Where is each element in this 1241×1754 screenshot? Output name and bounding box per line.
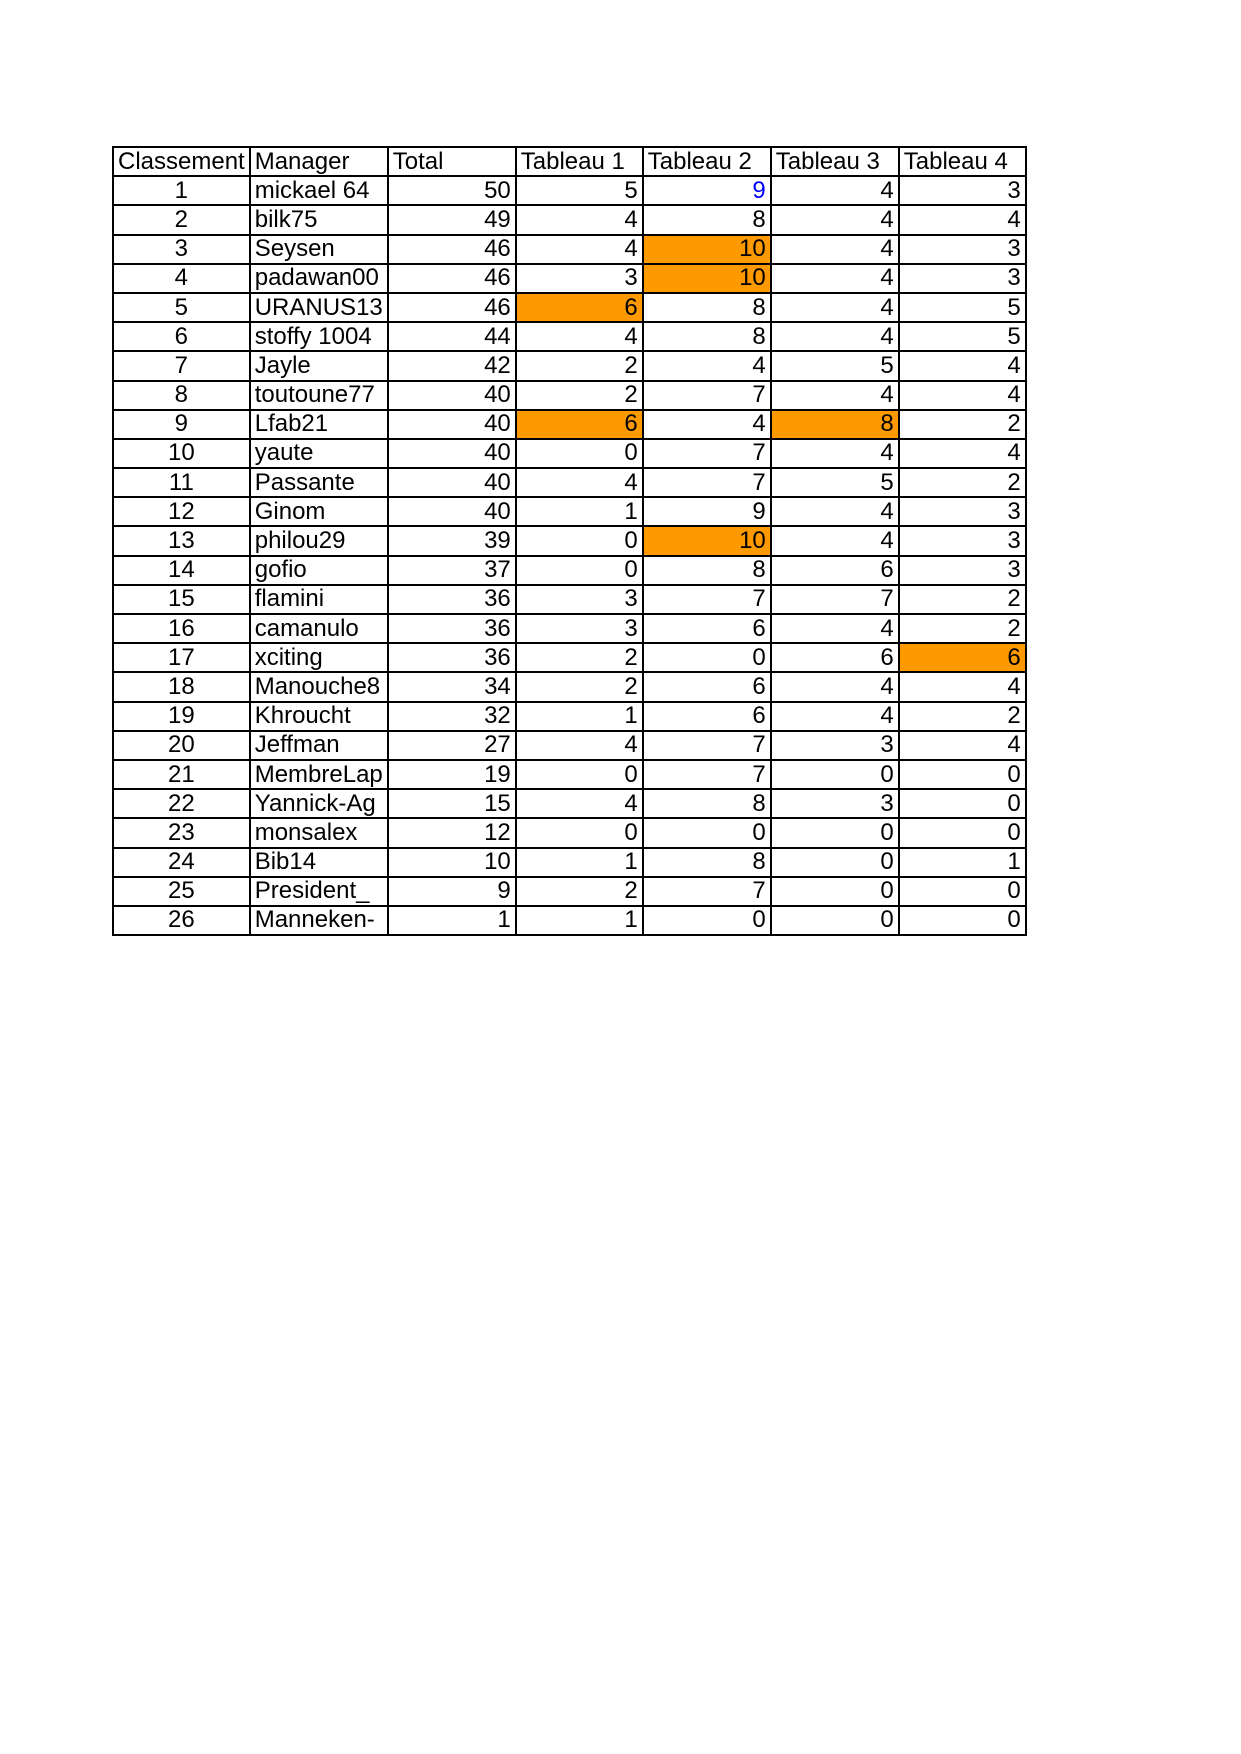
- total-cell[interactable]: 44: [388, 322, 516, 351]
- tableau-1-cell[interactable]: 1: [516, 497, 643, 526]
- table-row: [113, 614, 1026, 643]
- tableau-4-cell[interactable]: 4: [899, 731, 1026, 760]
- table-row: [113, 322, 1026, 351]
- manager-cell[interactable]: MembreLap: [250, 760, 388, 789]
- table-row: [113, 235, 1026, 264]
- table-row: [113, 731, 1026, 760]
- header-tableau-4[interactable]: Tableau 4: [899, 147, 1026, 176]
- tableau-4-cell[interactable]: 3: [899, 235, 1026, 264]
- tableau-2-cell[interactable]: 6: [643, 614, 771, 643]
- tableau-4-cell[interactable]: 2: [899, 410, 1026, 439]
- tableau-1-cell[interactable]: 1: [516, 848, 643, 877]
- tableau-3-cell[interactable]: 4: [771, 439, 899, 468]
- header-tableau-1[interactable]: Tableau 1: [516, 147, 643, 176]
- tableau-2-cell[interactable]: 8: [643, 205, 771, 234]
- tableau-1-cell[interactable]: 3: [516, 614, 643, 643]
- total-cell[interactable]: 42: [388, 351, 516, 380]
- tableau-2-cell[interactable]: 8: [643, 789, 771, 818]
- table-row: [113, 643, 1026, 672]
- table-row: [113, 176, 1026, 205]
- total-cell[interactable]: 49: [388, 205, 516, 234]
- tableau-3-cell[interactable]: 6: [771, 556, 899, 585]
- total-cell[interactable]: 27: [388, 731, 516, 760]
- manager-cell[interactable]: Manneken-: [250, 906, 388, 935]
- tableau-4-cell[interactable]: 4: [899, 351, 1026, 380]
- total-cell[interactable]: 50: [388, 176, 516, 205]
- total-cell[interactable]: 10: [388, 848, 516, 877]
- tableau-1-cell[interactable]: 6: [516, 410, 643, 439]
- rank-cell[interactable]: 20: [113, 731, 250, 760]
- tableau-1-cell[interactable]: 2: [516, 351, 643, 380]
- table-row: [113, 381, 1026, 410]
- rank-cell[interactable]: 9: [113, 410, 250, 439]
- tableau-4-cell[interactable]: 4: [899, 672, 1026, 701]
- tableau-2-cell[interactable]: 7: [643, 760, 771, 789]
- manager-cell[interactable]: URANUS13: [250, 293, 388, 322]
- tableau-2-cell[interactable]: 9: [643, 176, 771, 205]
- manager-cell[interactable]: xciting: [250, 643, 388, 672]
- tableau-4-cell[interactable]: 6: [899, 643, 1026, 672]
- table-row: [113, 789, 1026, 818]
- manager-cell[interactable]: toutoune77: [250, 381, 388, 410]
- total-cell[interactable]: 34: [388, 672, 516, 701]
- rank-cell[interactable]: 10: [113, 439, 250, 468]
- rank-cell[interactable]: 8: [113, 381, 250, 410]
- tableau-4-cell[interactable]: 3: [899, 264, 1026, 293]
- tableau-1-cell[interactable]: 1: [516, 906, 643, 935]
- tableau-2-cell[interactable]: 10: [643, 526, 771, 555]
- total-cell[interactable]: 36: [388, 614, 516, 643]
- rank-cell[interactable]: 24: [113, 848, 250, 877]
- table-row: [113, 877, 1026, 906]
- tableau-4-cell[interactable]: 0: [899, 906, 1026, 935]
- manager-cell[interactable]: President_: [250, 877, 388, 906]
- header-total[interactable]: Total: [388, 147, 516, 176]
- rank-cell[interactable]: 14: [113, 556, 250, 585]
- tableau-2-cell[interactable]: 8: [643, 848, 771, 877]
- rank-cell[interactable]: 5: [113, 293, 250, 322]
- standings-table: [112, 146, 1027, 936]
- tableau-4-cell[interactable]: 3: [899, 556, 1026, 585]
- tableau-3-cell[interactable]: 4: [771, 205, 899, 234]
- total-cell[interactable]: 19: [388, 760, 516, 789]
- tableau-1-cell[interactable]: 0: [516, 760, 643, 789]
- total-cell[interactable]: 40: [388, 497, 516, 526]
- tableau-4-cell[interactable]: 3: [899, 526, 1026, 555]
- tableau-3-cell[interactable]: 4: [771, 235, 899, 264]
- rank-cell[interactable]: 16: [113, 614, 250, 643]
- total-cell[interactable]: 9: [388, 877, 516, 906]
- tableau-4-cell[interactable]: 4: [899, 381, 1026, 410]
- total-cell[interactable]: 40: [388, 410, 516, 439]
- header-row: [113, 147, 1026, 176]
- tableau-4-cell[interactable]: 2: [899, 468, 1026, 497]
- tableau-1-cell[interactable]: 2: [516, 643, 643, 672]
- rank-cell[interactable]: 19: [113, 702, 250, 731]
- tableau-2-cell[interactable]: 7: [643, 381, 771, 410]
- manager-cell[interactable]: camanulo: [250, 614, 388, 643]
- tableau-4-cell[interactable]: 1: [899, 848, 1026, 877]
- manager-cell[interactable]: Lfab21: [250, 410, 388, 439]
- tableau-1-cell[interactable]: 4: [516, 468, 643, 497]
- table-row: [113, 760, 1026, 789]
- tableau-1-cell[interactable]: 4: [516, 789, 643, 818]
- tableau-2-cell[interactable]: 7: [643, 731, 771, 760]
- table-row: [113, 585, 1026, 614]
- rank-cell[interactable]: 17: [113, 643, 250, 672]
- tableau-2-cell[interactable]: 4: [643, 351, 771, 380]
- tableau-2-cell[interactable]: 0: [643, 906, 771, 935]
- tableau-2-cell[interactable]: 10: [643, 264, 771, 293]
- tableau-2-cell[interactable]: 9: [643, 497, 771, 526]
- tableau-3-cell[interactable]: 4: [771, 381, 899, 410]
- table-row: [113, 410, 1026, 439]
- rank-cell[interactable]: 13: [113, 526, 250, 555]
- manager-cell[interactable]: gofio: [250, 556, 388, 585]
- tableau-3-cell[interactable]: 7: [771, 585, 899, 614]
- tableau-2-cell[interactable]: 0: [643, 643, 771, 672]
- tableau-4-cell[interactable]: 0: [899, 760, 1026, 789]
- tableau-2-cell[interactable]: 4: [643, 410, 771, 439]
- rank-cell[interactable]: 21: [113, 760, 250, 789]
- tableau-4-cell[interactable]: 0: [899, 818, 1026, 847]
- tableau-4-cell[interactable]: 0: [899, 789, 1026, 818]
- tableau-3-cell[interactable]: 0: [771, 760, 899, 789]
- rank-cell[interactable]: 7: [113, 351, 250, 380]
- tableau-3-cell[interactable]: 0: [771, 818, 899, 847]
- rank-cell[interactable]: 23: [113, 818, 250, 847]
- total-cell[interactable]: 32: [388, 702, 516, 731]
- tableau-3-cell[interactable]: 0: [771, 848, 899, 877]
- tableau-1-cell[interactable]: 0: [516, 556, 643, 585]
- manager-cell[interactable]: yaute: [250, 439, 388, 468]
- tableau-1-cell[interactable]: 2: [516, 672, 643, 701]
- tableau-1-cell[interactable]: 3: [516, 264, 643, 293]
- total-cell[interactable]: 39: [388, 526, 516, 555]
- table-row: [113, 468, 1026, 497]
- tableau-4-cell[interactable]: 4: [899, 205, 1026, 234]
- manager-cell[interactable]: flamini: [250, 585, 388, 614]
- manager-cell[interactable]: Yannick-Ag: [250, 789, 388, 818]
- total-cell[interactable]: 37: [388, 556, 516, 585]
- tableau-1-cell[interactable]: 0: [516, 818, 643, 847]
- tableau-1-cell[interactable]: 1: [516, 702, 643, 731]
- total-cell[interactable]: 36: [388, 585, 516, 614]
- tableau-2-cell[interactable]: 7: [643, 877, 771, 906]
- manager-cell[interactable]: Jayle: [250, 351, 388, 380]
- tableau-3-cell[interactable]: 0: [771, 906, 899, 935]
- tableau-3-cell[interactable]: 6: [771, 643, 899, 672]
- rank-cell[interactable]: 1: [113, 176, 250, 205]
- tableau-3-cell[interactable]: 4: [771, 322, 899, 351]
- total-cell[interactable]: 46: [388, 264, 516, 293]
- tableau-2-cell[interactable]: 8: [643, 322, 771, 351]
- tableau-2-cell[interactable]: 8: [643, 293, 771, 322]
- tableau-1-cell[interactable]: 0: [516, 526, 643, 555]
- tableau-4-cell[interactable]: 4: [899, 439, 1026, 468]
- manager-cell[interactable]: philou29: [250, 526, 388, 555]
- rank-cell[interactable]: 2: [113, 205, 250, 234]
- table-row: [113, 556, 1026, 585]
- table-row: [113, 497, 1026, 526]
- rank-cell[interactable]: 4: [113, 264, 250, 293]
- table-row: [113, 205, 1026, 234]
- header-classement[interactable]: Classement: [113, 147, 250, 176]
- total-cell[interactable]: 46: [388, 293, 516, 322]
- tableau-3-cell[interactable]: 8: [771, 410, 899, 439]
- tableau-4-cell[interactable]: 2: [899, 702, 1026, 731]
- total-cell[interactable]: 12: [388, 818, 516, 847]
- tableau-2-cell[interactable]: 8: [643, 556, 771, 585]
- header-tableau-3[interactable]: Tableau 3: [771, 147, 899, 176]
- tableau-3-cell[interactable]: 4: [771, 614, 899, 643]
- rank-cell[interactable]: 15: [113, 585, 250, 614]
- tableau-3-cell[interactable]: 3: [771, 789, 899, 818]
- tableau-3-cell[interactable]: 5: [771, 351, 899, 380]
- table-row: [113, 818, 1026, 847]
- tableau-2-cell[interactable]: 10: [643, 235, 771, 264]
- tableau-1-cell[interactable]: 4: [516, 205, 643, 234]
- manager-cell[interactable]: padawan00: [250, 264, 388, 293]
- rank-cell[interactable]: 25: [113, 877, 250, 906]
- total-cell[interactable]: 15: [388, 789, 516, 818]
- tableau-3-cell[interactable]: 3: [771, 731, 899, 760]
- tableau-2-cell[interactable]: 0: [643, 818, 771, 847]
- rank-cell[interactable]: 6: [113, 322, 250, 351]
- total-cell[interactable]: 40: [388, 381, 516, 410]
- tableau-3-cell[interactable]: 4: [771, 293, 899, 322]
- tableau-2-cell[interactable]: 6: [643, 672, 771, 701]
- tableau-1-cell[interactable]: 5: [516, 176, 643, 205]
- tableau-4-cell[interactable]: 2: [899, 585, 1026, 614]
- manager-cell[interactable]: Khroucht: [250, 702, 388, 731]
- tableau-3-cell[interactable]: 4: [771, 526, 899, 555]
- total-cell[interactable]: 46: [388, 235, 516, 264]
- table-row: [113, 906, 1026, 935]
- table-row: [113, 702, 1026, 731]
- tableau-3-cell[interactable]: 4: [771, 672, 899, 701]
- total-cell[interactable]: 40: [388, 468, 516, 497]
- table-row: [113, 526, 1026, 555]
- rank-cell[interactable]: 3: [113, 235, 250, 264]
- tableau-2-cell[interactable]: 7: [643, 439, 771, 468]
- table-row: [113, 439, 1026, 468]
- manager-cell[interactable]: Ginom: [250, 497, 388, 526]
- tableau-4-cell[interactable]: 5: [899, 322, 1026, 351]
- tableau-2-cell[interactable]: 7: [643, 468, 771, 497]
- tableau-1-cell[interactable]: 4: [516, 322, 643, 351]
- manager-cell[interactable]: Passante: [250, 468, 388, 497]
- rank-cell[interactable]: 26: [113, 906, 250, 935]
- rank-cell[interactable]: 22: [113, 789, 250, 818]
- table-row: [113, 293, 1026, 322]
- manager-cell[interactable]: Seysen: [250, 235, 388, 264]
- tableau-1-cell[interactable]: 0: [516, 439, 643, 468]
- table-row: [113, 672, 1026, 701]
- total-cell[interactable]: 36: [388, 643, 516, 672]
- manager-cell[interactable]: mickael 64: [250, 176, 388, 205]
- manager-cell[interactable]: Manouche8: [250, 672, 388, 701]
- table-row: [113, 848, 1026, 877]
- table-row: [113, 264, 1026, 293]
- manager-cell[interactable]: monsalex: [250, 818, 388, 847]
- tableau-4-cell[interactable]: 5: [899, 293, 1026, 322]
- tableau-1-cell[interactable]: 2: [516, 381, 643, 410]
- tableau-1-cell[interactable]: 2: [516, 877, 643, 906]
- tableau-1-cell[interactable]: 3: [516, 585, 643, 614]
- rank-cell[interactable]: 11: [113, 468, 250, 497]
- header-manager[interactable]: Manager: [250, 147, 388, 176]
- tableau-3-cell[interactable]: 4: [771, 176, 899, 205]
- manager-cell[interactable]: bilk75: [250, 205, 388, 234]
- tableau-1-cell[interactable]: 4: [516, 731, 643, 760]
- manager-cell[interactable]: Jeffman: [250, 731, 388, 760]
- tableau-4-cell[interactable]: 3: [899, 176, 1026, 205]
- tableau-4-cell[interactable]: 3: [899, 497, 1026, 526]
- tableau-1-cell[interactable]: 4: [516, 235, 643, 264]
- header-tableau-2[interactable]: Tableau 2: [643, 147, 771, 176]
- tableau-4-cell[interactable]: 0: [899, 877, 1026, 906]
- total-cell[interactable]: 1: [388, 906, 516, 935]
- tableau-3-cell[interactable]: 4: [771, 702, 899, 731]
- tableau-3-cell[interactable]: 4: [771, 264, 899, 293]
- table-row: [113, 351, 1026, 380]
- tableau-1-cell[interactable]: 6: [516, 293, 643, 322]
- manager-cell[interactable]: stoffy 1004: [250, 322, 388, 351]
- tableau-2-cell[interactable]: 6: [643, 702, 771, 731]
- rank-cell[interactable]: 18: [113, 672, 250, 701]
- tableau-2-cell[interactable]: 7: [643, 585, 771, 614]
- rank-cell[interactable]: 12: [113, 497, 250, 526]
- total-cell[interactable]: 40: [388, 439, 516, 468]
- tableau-3-cell[interactable]: 5: [771, 468, 899, 497]
- tableau-3-cell[interactable]: 0: [771, 877, 899, 906]
- tableau-3-cell[interactable]: 4: [771, 497, 899, 526]
- tableau-4-cell[interactable]: 2: [899, 614, 1026, 643]
- manager-cell[interactable]: Bib14: [250, 848, 388, 877]
